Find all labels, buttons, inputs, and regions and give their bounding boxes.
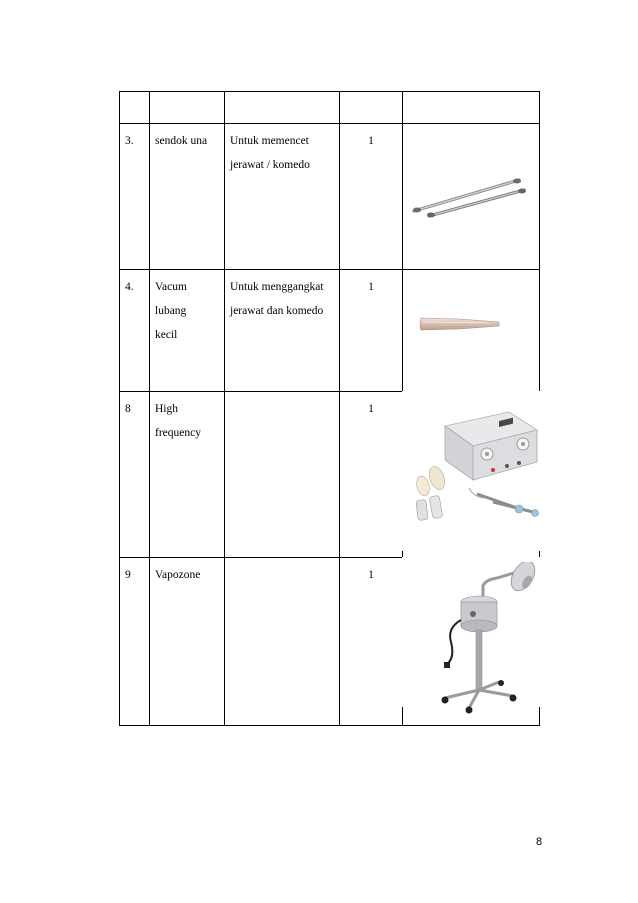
header-cell-no [120, 92, 150, 124]
tool-use-cell [225, 124, 340, 270]
tool-name-line: kecil [155, 329, 178, 341]
image-cell [403, 124, 540, 270]
tool-name-cell [150, 124, 225, 270]
tool-use-cell [225, 558, 340, 726]
image-cell [403, 558, 540, 726]
header-cell-qty [340, 92, 403, 124]
tool-use-line: jerawat dan komedo [230, 305, 324, 317]
header-cell-name [150, 92, 225, 124]
tool-use-cell [225, 270, 340, 392]
equipment-table [119, 91, 540, 726]
vacuum-nozzle-tube-icon [419, 314, 501, 334]
comedone-extractor-tools-icon [409, 174, 529, 219]
row-number: 8 [120, 392, 150, 558]
header-cell-use [225, 92, 340, 124]
tool-name-line: Vacum [155, 281, 187, 293]
tool-use-line: Untuk menggangkat [230, 281, 324, 293]
tool-name-line: High [155, 403, 178, 415]
tool-name-line: Vapozone [155, 569, 201, 581]
tool-name-cell [150, 558, 225, 726]
row-number: 3. [120, 124, 150, 270]
table-row [120, 270, 540, 392]
row-number: 4. [120, 270, 150, 392]
tool-use-cell [225, 392, 340, 558]
image-cell [403, 270, 540, 392]
header-cell-image [403, 92, 540, 124]
table-row [120, 558, 540, 726]
tool-use-line: Untuk memencet [230, 135, 309, 147]
quantity-cell: 1 [340, 558, 403, 726]
tool-use-line: jerawat / komedo [230, 159, 310, 171]
page-number: 8 [536, 836, 543, 848]
tool-name-line: lubang [155, 305, 187, 317]
quantity-cell: 1 [340, 392, 403, 558]
image-cell [403, 392, 540, 558]
row-number: 9 [120, 558, 150, 726]
table-header-row [120, 92, 540, 124]
tool-name-line: sendok una [155, 135, 208, 147]
high-frequency-machine-icon [407, 404, 539, 522]
quantity-cell: 1 [340, 270, 403, 392]
table-row [120, 392, 540, 558]
tool-name-cell [150, 392, 225, 558]
table-row [120, 124, 540, 270]
tool-name-line: frequency [155, 427, 201, 439]
tool-name-cell [150, 270, 225, 392]
quantity-cell: 1 [340, 124, 403, 270]
facial-steamer-icon [439, 562, 539, 714]
